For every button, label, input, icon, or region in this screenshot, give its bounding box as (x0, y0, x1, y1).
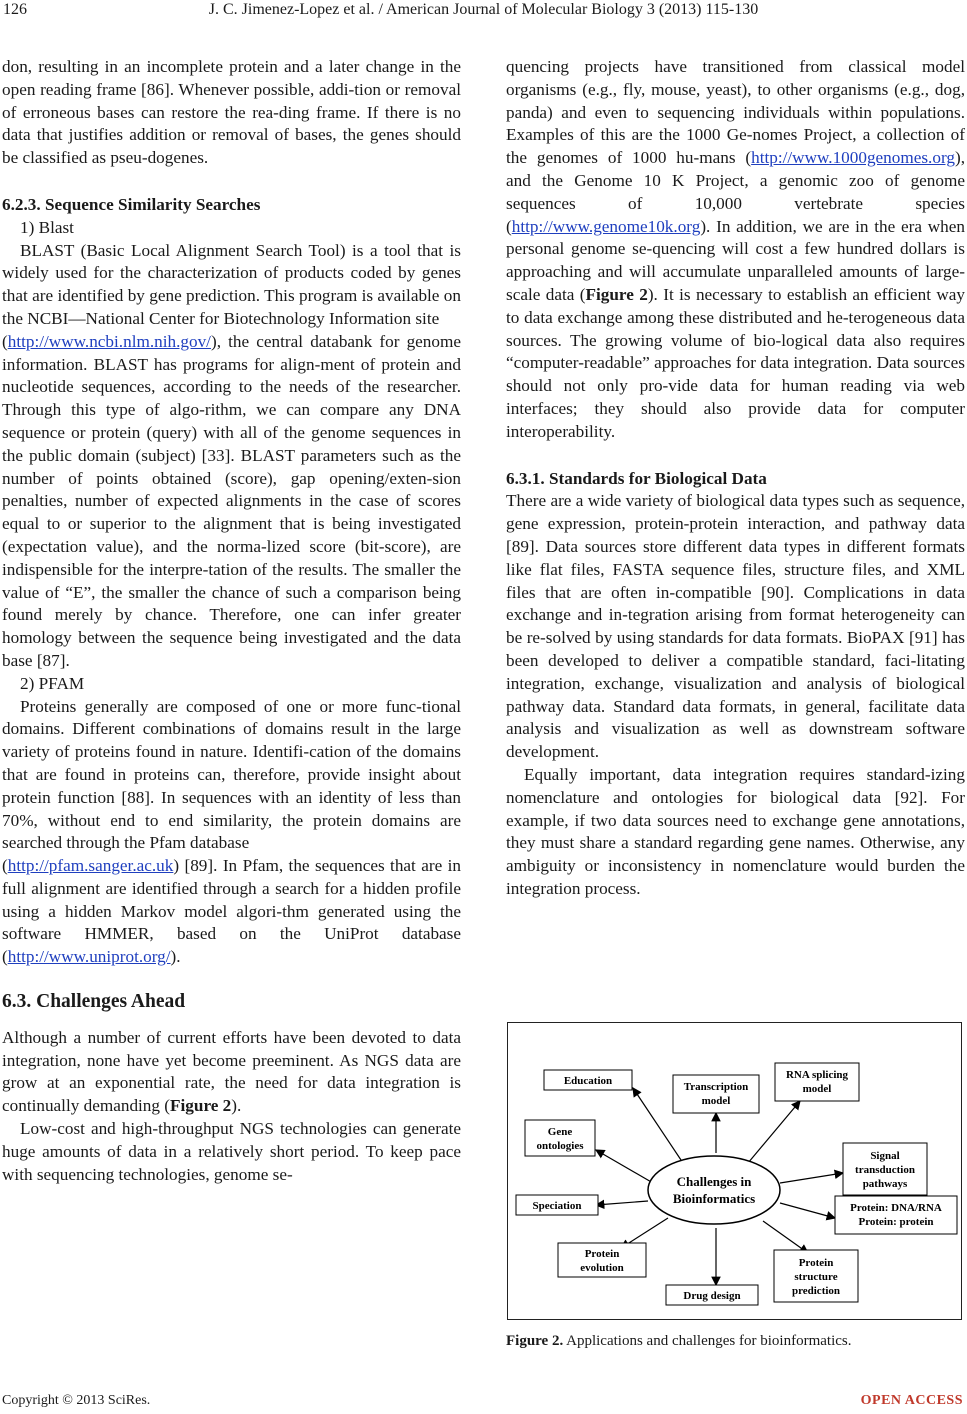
paragraph-pfam-cont: (http://pfam.sanger.ac.uk) [89]. In Pfam, the sequences that are in full alignment are identified through a search for a hidden profile using a hidden Markov model algori-thm generated using the software HMMER, based on the UniProt database (http://www.uniprot.org/). (2, 856, 461, 967)
paragraph-sequencing-projects: quencing projects have transitioned from classical model organisms (e.g., fly, mouse, yeast), to other organisms (e.g., dog, panda) and even to sequencing individuals within populations. Examples of this are the 1000 Ge-nomes Project, a collection of the genomes of 1000 hu-mans (http://www.1000genomes.org), and the Genome 10 K Project, a genomic zoo of genome sequences of 10,000 vertebrate species (http://www.genome10k.org). In addition, we are in the era when personal genome se-quencing will cost a few hundred dollars is approaching and will accumulate unparalleled amounts of large-scale data (Figure 2). It is necessary to establish an efficient way to data exchange among these distributed and he-terogeneous data sources. The growing volume of bio-logical data also requires “computer-readable” approaches for data integration. Data sources should not only pro-vide data for human reading via web interfaces; they should also provide data for computer interoperability. (506, 57, 965, 441)
svg-text:prediction: prediction (791, 1285, 841, 1297)
node-drug-design (666, 1285, 758, 1305)
paragraph-gene-frame: don, resulting in an incomplete protein and a later change in the open reading frame [86]. Whenever possible, addi-tion or removal of erroneous bases can restore the rea-ding frame. If there is no data that justifies addition or removal of bases, the genes should be classified as pseu-dogenes. (2, 57, 461, 168)
link-1000genomes[interactable]: http://www.1000genomes.org (751, 148, 955, 168)
center-label-line1: Challenges in (676, 1174, 752, 1189)
footer-copyright: Copyright © 2013 SciRes. (2, 1393, 151, 1408)
paragraph-challenges: Although a number of current efforts have been devoted to data integration, none have yet become preeminent. As NGS data are grow at an exponential rate, the need for data integration is continually demanding (Figure 2). (2, 1027, 461, 1116)
svg-text:structure: structure (794, 1271, 838, 1283)
heading-sequence-similarity: 6.2.3. Sequence Similarity Searches (2, 194, 261, 214)
node-protein-interactions (835, 1196, 957, 1234)
svg-text:pathways: pathways (862, 1178, 908, 1190)
svg-text:Signal: Signal (870, 1150, 900, 1162)
svg-text:Protein: protein: Protein: protein (858, 1216, 934, 1228)
paragraph-standards: There are a wide variety of biological data types such as sequence, gene expression, protein-protein interaction, and pathway data [89]. Data sources store different data types in different formats like flat files, FASTA sequence files, structure files, and XML files that are often in-compatible [90]. Complications in data exchange and in-tegration arising from format heterogeneity can be re-solved by using standards for data formats. BioPAX [91] has been developed to deliver a compatible standard, faci-litating integration, exchange, visualization and analysis of biological pathway data. Standard data formats, in general, facilitate data analysis and visualization as well as downstream software development. (506, 491, 965, 762)
page-header (0, 0, 967, 28)
paragraph-blast-cont: (http://www.ncbi.nlm.nih.gov/), the central databank for genome information. BLAST has programs for align-ment of protein and nucleotide sequences, according to the needs of the researcher. Through this type of algo-rithm, we can compare any DNA sequence or protein (query) with all of the genome sequences in the public domain (subject) [33]. BLAST parameters such as the number of points obtained (score), gap opening/exten-sion penalties, number of expected alignments in the case of scores equal to or superior to the alignment that is being investigated (expectation value), and the norma-lized score (bit-score), are indispensible for the interpre-tation of the results. The smaller the value of “E”, the smaller the chance of such a comparison being found merely by chance. Therefore, one can infer greater homology between the sequence being investigated and the data base [87]. (2, 331, 461, 670)
figure-ref[interactable]: Figure 2 (585, 284, 648, 304)
heading-challenges-ahead: 6.3. Challenges Ahead (2, 991, 186, 1013)
svg-text:model: model (701, 1095, 731, 1107)
paragraph-nomenclature: Equally important, data integration requires standard-izing nomenclature and ontologies for biological data [92]. For example, if two data sources need to exchange gene annotations, they must share a standard regarding gene names. Otherwise, any ambiguity or inconsistency in nomenclature would burden the integration process. (506, 764, 965, 898)
page-number: 126 (3, 1, 27, 18)
svg-text:Protein: Protein (798, 1257, 834, 1269)
node-education (544, 1070, 632, 1090)
right-column (506, 56, 965, 901)
link-genome10k[interactable]: http://www.genome10k.org (511, 216, 701, 236)
svg-text:Speciation: Speciation (532, 1200, 582, 1212)
node-structure-prediction (774, 1250, 858, 1302)
figure-caption: Figure 2. Applications and challenges for bioinformatics. (506, 1333, 852, 1349)
svg-text:RNA splicing: RNA splicing (785, 1069, 849, 1081)
footer-open-access: OPEN ACCESS (860, 1393, 963, 1408)
svg-text:ontologies: ontologies (536, 1140, 584, 1152)
svg-text:Protein: Protein (584, 1248, 620, 1260)
node-speciation (516, 1195, 598, 1215)
node-gene-ontologies (525, 1120, 595, 1156)
svg-text:Drug design: Drug design (683, 1290, 741, 1302)
figure-2-diagram (507, 1022, 962, 1320)
paragraph-pfam: Proteins generally are composed of one or more func-tional domains. Different combinations of domains result in the large variety of proteins found in nature. Identifi-cation of the domains that are found in proteins can, therefore, provide insight about protein function [88]. In sequences with an identity of less than 70%, without end to end similarity, the protein domains are searched through the Pfam database (2, 696, 461, 853)
label-pfam: 2) PFAM (20, 673, 85, 693)
svg-text:transduction: transduction (855, 1164, 915, 1176)
node-rna-splicing (775, 1063, 859, 1101)
link-pfam[interactable]: http://pfam.sanger.ac.uk (7, 856, 174, 876)
paragraph-low-cost: Low-cost and high-throughput NGS technologies can generate huge amounts of data in a relatively short period. To keep pace with sequencing technologies, genome se- (2, 1119, 461, 1184)
svg-text:Gene: Gene (547, 1126, 573, 1138)
paragraph-blast: BLAST (Basic Local Alignment Search Tool) is a tool that is widely used for the characterization of products coded by genes that are identified by gene prediction. This program is available on the NCBI—National Center for Biotechnology Information site (2, 240, 461, 328)
node-transcription-model (673, 1075, 759, 1113)
svg-text:Education: Education (563, 1075, 613, 1087)
label-blast: 1) Blast (20, 217, 74, 237)
node-protein-evolution (558, 1243, 646, 1277)
svg-text:Protein: DNA/RNA: Protein: DNA/RNA (850, 1202, 942, 1214)
link-ncbi[interactable]: http://www.ncbi.nlm.nih.gov/ (7, 331, 211, 351)
svg-text:Transcription: Transcription (683, 1081, 749, 1093)
svg-text:evolution: evolution (580, 1262, 624, 1274)
left-column (2, 56, 461, 1186)
center-label-line2: Bioinformatics (672, 1191, 756, 1206)
node-signal-transduction (843, 1143, 927, 1195)
svg-text:model: model (802, 1083, 832, 1095)
running-head: J. C. Jimenez-Lopez et al. / American Journal of Molecular Biology 3 (2013) 115-130 (208, 1, 759, 18)
link-uniprot[interactable]: http://www.uniprot.org/ (7, 947, 171, 967)
figure-ref[interactable]: Figure 2 (170, 1096, 232, 1116)
heading-standards: 6.3.1. Standards for Biological Data (506, 468, 767, 488)
